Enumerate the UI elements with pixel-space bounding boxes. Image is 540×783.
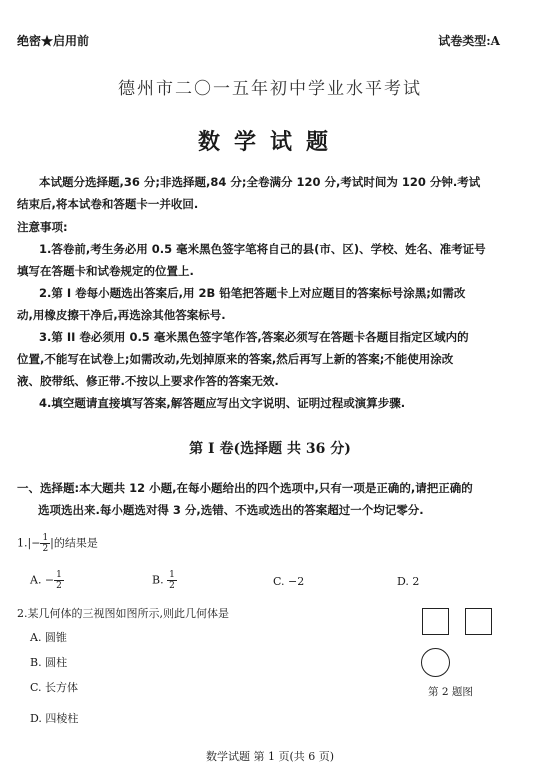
question-1-stem (17, 533, 98, 554)
paper-type-label: 试卷类型:A (438, 34, 500, 48)
section-1-instructions-line-1: 一、选择题:本大题共 12 小题,在每小题给出的四个选项中,只有一项是正确的,请把正确的 (17, 481, 473, 495)
q1-option-b-label: B. (152, 573, 164, 587)
notes-block (17, 216, 525, 414)
confidential-label: 绝密★启用前 (17, 34, 90, 48)
q1-option-d: D. 2 (397, 575, 420, 588)
q1-option-b-numerator: 1 (169, 570, 175, 580)
note-2-line-1-text: 2.第 I 卷每小题选出答案后,用 2B 铅笔把答题卡上对应题目的答案标号涂黑;如需改 (39, 286, 466, 300)
q1-option-a (30, 570, 64, 591)
intro-line-1 (17, 171, 525, 193)
q1-option-b-fraction (167, 570, 177, 591)
q1-option-c: C. −2 (273, 575, 305, 588)
q1-number: 1. (17, 536, 28, 550)
section-1-title: 第 I 卷(选择题 共 36 分) (189, 441, 351, 457)
front-view-square (422, 608, 449, 635)
q1-abs-close: | (50, 536, 54, 550)
q2-option-d: D. 四棱柱 (30, 712, 79, 725)
q1-fraction-numerator: 1 (42, 533, 49, 543)
q1-option-a-denominator: 2 (56, 581, 62, 591)
q2-option-a: A. 圆锥 (30, 631, 67, 644)
intro-line-1-text: 本试题分选择题,36 分;非选择题,84 分;全卷满分 120 分,考试时间为 120 分钟.考试 (39, 175, 481, 189)
q1-option-b (152, 570, 177, 591)
q1-fraction-denominator: 2 (42, 544, 49, 554)
q1-option-a-fraction (54, 570, 64, 591)
q1-suffix: 的结果是 (53, 536, 98, 550)
exam-title: 德州市二〇一五年初中学业水平考试 (118, 79, 422, 99)
subject-title: 数学试题 (197, 129, 342, 155)
figure-2-caption: 第 2 题图 (428, 686, 473, 698)
q1-option-b-denominator: 2 (169, 581, 175, 591)
notes-heading: 注意事项: (17, 220, 68, 234)
question-2-stem: 2.某几何体的三视图如图所示,则此几何体是 (17, 607, 229, 620)
section-1-instructions-line-2: 选项选出来.每小题选对得 3 分,选错、不选或选出的答案超过一个均记零分. (38, 503, 424, 517)
note-1-line-1-text: 1.答卷前,考生务必用 0.5 毫米黑色签字笔将自己的县(市、区)、学校、姓名、准考证号 (39, 242, 486, 256)
page-footer: 数学试题 第 1 页(共 6 页) (205, 750, 335, 763)
q1-abs-open: |− (27, 536, 41, 550)
note-1-line-1 (17, 238, 525, 260)
note-4-line-1-text: 4.填空题请直接填写答案,解答题应写出文字说明、证明过程或演算步骤. (39, 396, 406, 410)
intro-line-2: 结束后,将本试卷和答题卡一并收回. (17, 197, 199, 211)
note-2-line-2: 动,用橡皮擦干净后,再选涂其他答案标号. (17, 308, 226, 322)
note-3-line-3: 液、胶带纸、修正带.不按以上要求作答的答案无效. (17, 374, 279, 388)
q2-option-b: B. 圆柱 (30, 656, 68, 669)
note-3-line-1-text: 3.第 II 卷必须用 0.5 毫米黑色签字笔作答,答案必须写在答题卡各题目指定区域内的 (39, 330, 469, 344)
top-view-circle (421, 648, 450, 677)
note-3-line-2: 位置,不能写在试卷上;如需改动,先划掉原来的答案,然后再写上新的答案;不能使用涂改 (17, 352, 454, 366)
side-view-square (465, 608, 492, 635)
q1-option-a-numerator: 1 (56, 570, 62, 580)
note-1-line-2: 填写在答题卡和试卷规定的位置上. (17, 264, 194, 278)
q2-option-c: C. 长方体 (30, 681, 79, 694)
note-3-line-1 (17, 326, 525, 348)
note-2-line-1 (17, 282, 525, 304)
q1-option-a-label: A. − (30, 573, 55, 587)
note-4-line-1 (17, 392, 525, 414)
q1-fraction (40, 533, 50, 554)
intro-paragraph (17, 171, 525, 215)
